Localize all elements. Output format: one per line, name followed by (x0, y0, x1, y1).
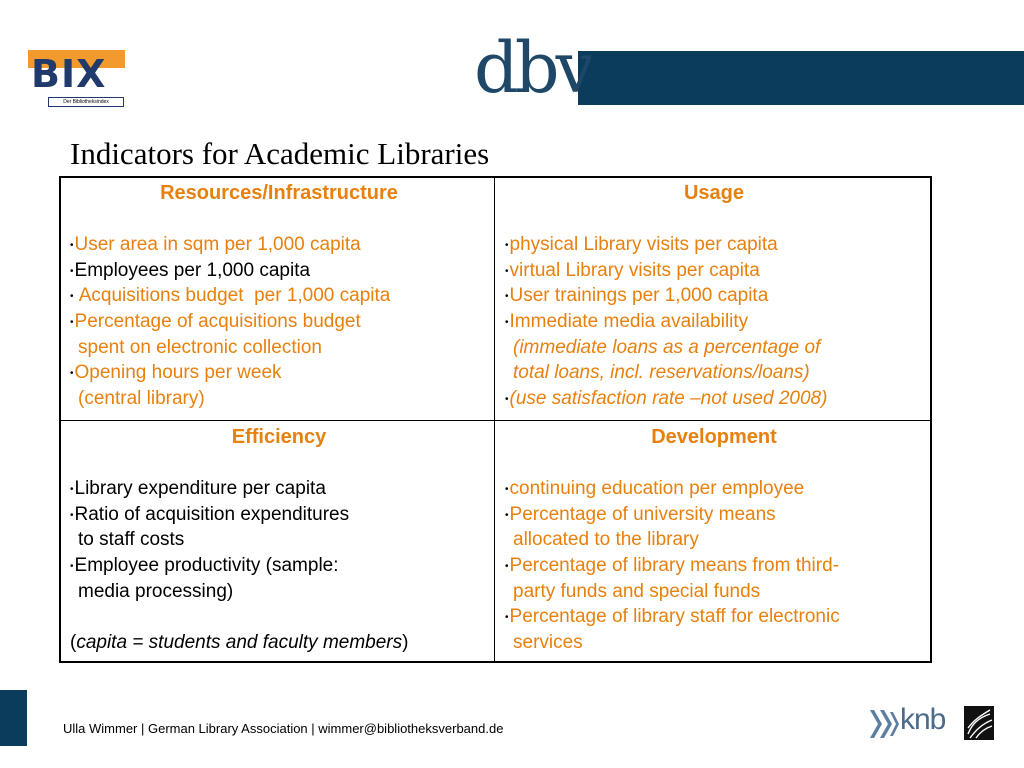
cell-development (505, 424, 923, 656)
list-item-continuation: media processing) (78, 580, 234, 602)
capita-footnote: (capita = students and faculty members) (70, 632, 409, 654)
list-item: •Immediate media availability (505, 311, 749, 333)
cell-heading-efficiency: Efficiency (231, 426, 327, 448)
cell-heading-development: Development (651, 426, 777, 448)
cell-heading-usage: Usage (683, 182, 745, 204)
list-item: • Acquisitions budget per 1,000 capita (70, 285, 391, 307)
cell-heading-resources: Resources/Infrastructure (160, 182, 398, 204)
list-item: •Employees per 1,000 capita (70, 259, 311, 281)
list-item: •Percentage of library staff for electronic (505, 606, 840, 628)
list-item: •virtual Library visits per capita (505, 259, 760, 281)
cell-efficiency (70, 424, 488, 656)
list-item: •Ratio of acquisition expenditures (70, 503, 350, 525)
table-row-divider (60, 420, 931, 421)
bix-logo-word: BIX (31, 52, 107, 96)
list-item-continuation: allocated to the library (513, 529, 699, 551)
list-item: •User trainings per 1,000 capita (505, 285, 769, 307)
cell-usage (505, 180, 923, 412)
dbv-header-band (578, 51, 1024, 105)
list-item-continuation: party funds and special funds (513, 580, 761, 602)
list-item: •physical Library visits per capita (505, 234, 778, 255)
list-item-continuation: (central library) (78, 388, 205, 410)
list-item-continuation: spent on electronic collection (78, 336, 322, 358)
list-item: •Library expenditure per capita (70, 478, 326, 499)
list-item: •continuing education per employee (505, 478, 805, 499)
list-item-continuation: services (513, 632, 583, 654)
bix-logo-tagline: Der Bibliotheksindex (48, 97, 124, 107)
page-title: Indicators for Academic Libraries (70, 136, 490, 171)
swirl-emblem-icon (964, 706, 994, 740)
list-item: •Percentage of library means from third- (505, 555, 839, 577)
list-item: •Percentage of university means (505, 503, 776, 525)
list-item: •Employee productivity (sample: (70, 555, 339, 577)
knb-logo-word: knb (900, 703, 946, 736)
dbv-logo-word: dbv (474, 28, 592, 105)
list-item: •Opening hours per week (70, 362, 282, 384)
list-item: •Percentage of acquisitions budget (70, 311, 361, 333)
footer-credit: Ulla Wimmer | German Library Association | wimmer@bibliotheksverband.de (63, 721, 504, 736)
footer-accent-bar (0, 690, 27, 746)
bix-logo (28, 50, 125, 106)
list-item-continuation: to staff costs (78, 529, 185, 551)
cell-resources (70, 180, 488, 412)
list-item-continuation: total loans, incl. reservations/loans) (513, 362, 810, 384)
list-item: •User area in sqm per 1,000 capita (70, 234, 361, 255)
list-item: •(use satisfaction rate –not used 2008) (505, 388, 828, 410)
list-item-continuation: (immediate loans as a percentage of (513, 336, 821, 358)
